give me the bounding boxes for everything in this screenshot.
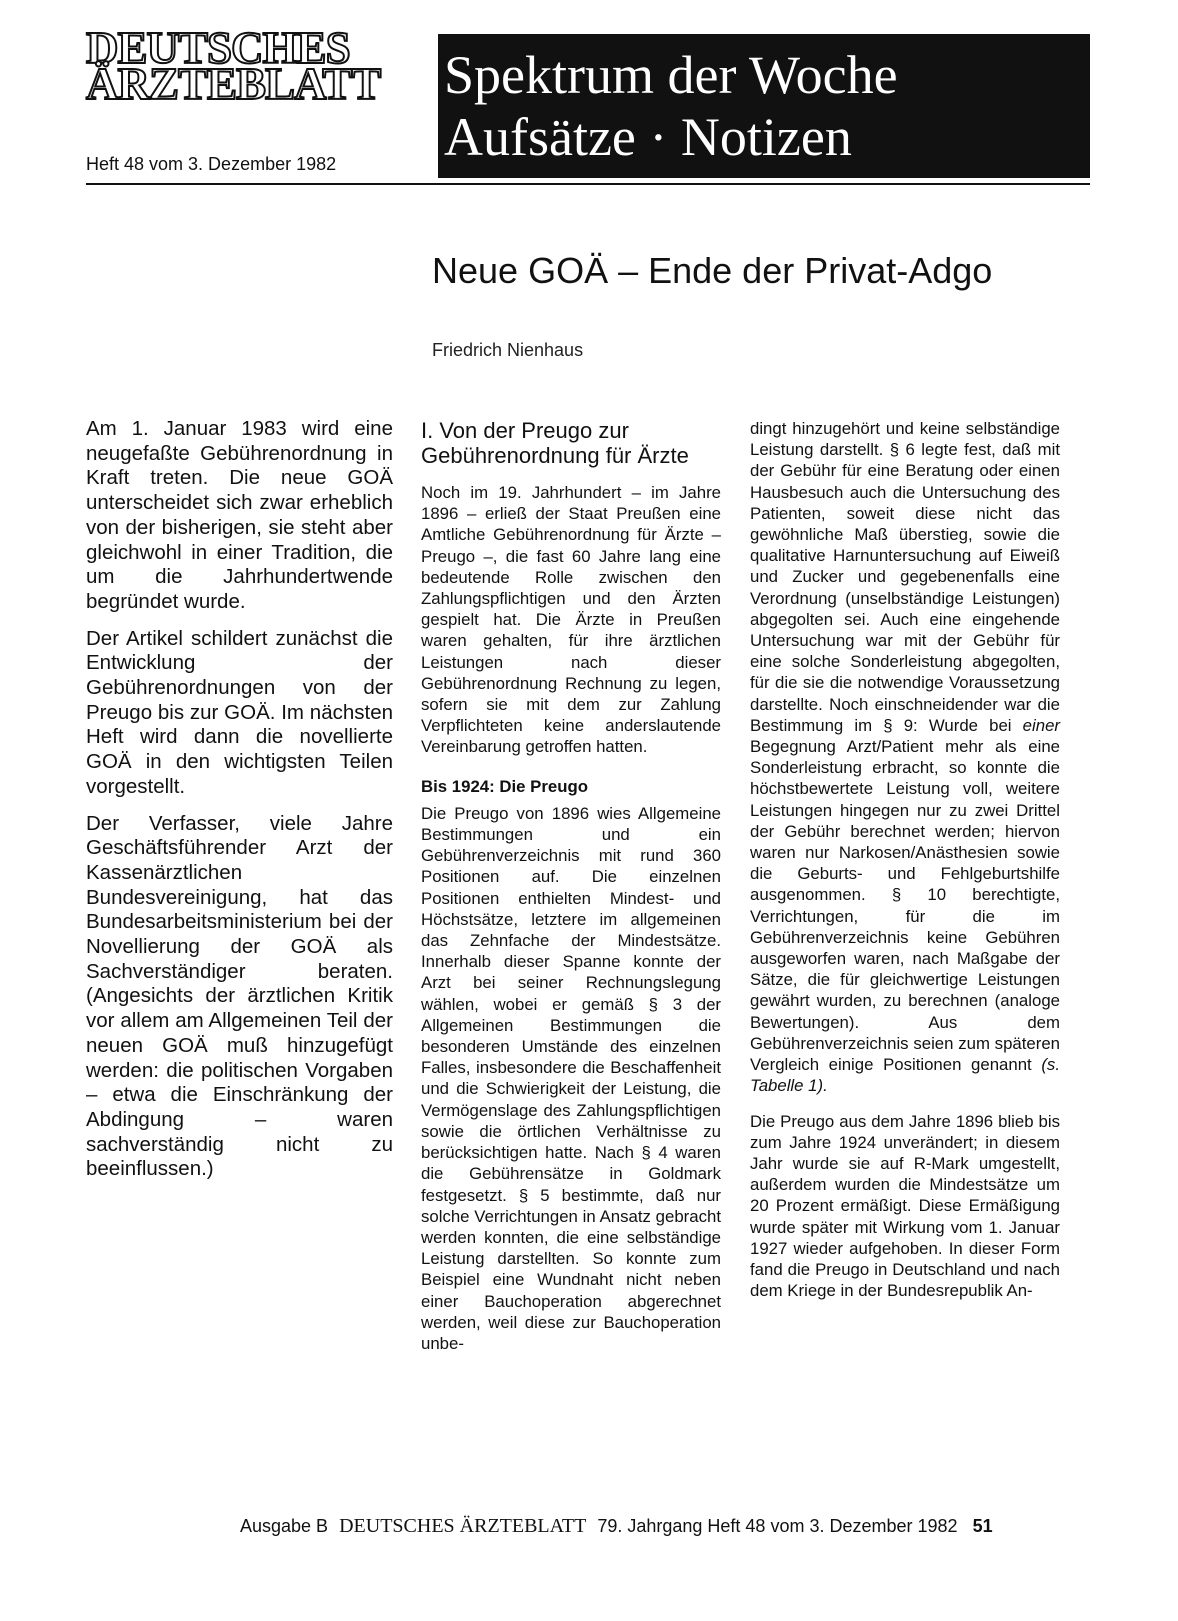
section-banner (438, 34, 1090, 178)
footer-edition: Ausgabe B (240, 1516, 329, 1536)
article-author: Friedrich Nienhaus (432, 340, 584, 360)
text-run: Begegnung Arzt/Patient mehr als eine Sonderleistung erbracht, so konnte die höchstbewertete Leistung voll, weitere Leistungen hingegen nur zu zwei Drittel der Gebühr berechnet werden; hiervon waren nur Narkosen/Anästhesien sowie die Geburts- und Fehlgeburtshilfe ausgenommen. § 10 berechtigte, Verrichtungen, für die im Gebührenverzeichnis keine Gebühren ausgeworfen waren, nach Maßgabe der Sätze, die für gleichwertige Leistungen gewährt wurden, zu berechnen (analoge Bewertungen). Aus dem Gebührenverzeichnis seien zum späteren Vergleich einige Positionen genannt (750, 737, 1060, 1075)
body-column-2 (421, 418, 721, 1368)
body-column-3 (750, 418, 1060, 1315)
article-title: Neue GOÄ – Ende der Privat-Adgo (432, 250, 993, 291)
text-run: dingt hinzugehört und keine selbständige Leistung darstellt. § 6 legte fest, daß mit der Gebühr für eine Beratung oder einen Hausbesuch auch die Untersuchung des Patienten, soweit diese nicht das gewöhnliche Maß überstieg, sowie die qualitative Harnuntersuchung auf Eiweiß und Zucker und gegebenenfalls eine Verordnung (unselbständige Leistungen) abgegolten sei. Auch eine eingehende Untersuchung war mit der Gebühr für eine solche Sonderleistung abgegolten, für die sie die notwendige Voraussetzung darstellte. Noch einschneidender war die Bestimmung im § 9: Wurde bei (750, 419, 1060, 735)
intro-paragraph: Der Verfasser, viele Jahre Geschäftsführender Arzt der Kassenärztlichen Bundesvereinigung, hat das Bundesarbeitsministerium bei der Novellierung der GOÄ als Sachverständiger beraten. (Angesichts der ärztlichen Kritik vor allem am Allgemeinen Teil der neuen GOÄ muß hinzugefügt werden: die politischen Vorgaben – etwa die Einschränkung der Abdingung – waren sachverständig nicht zu beeinflussen.) (86, 811, 393, 1181)
intro-paragraph: Der Artikel schildert zunächst die Entwicklung der Gebührenordnungen von der Preugo bis zur GOÄ. Im nächsten Heft wird dann die novellierte GOÄ in den wichtigsten Teilen vorgestellt. (86, 626, 393, 798)
footer-brand: DEUTSCHES ÄRZTEBLATT (339, 1515, 587, 1537)
emphasis: einer (1022, 715, 1060, 735)
article-intro (86, 417, 393, 1194)
logo-line-2: ÄRZTEBLATT (86, 59, 381, 109)
table-reference: (s. Tabelle 1). (750, 1055, 1060, 1096)
body-paragraph: Die Preugo von 1896 wies Allgemeine Bestimmungen und ein Gebührenverzeichnis mit rund 360 Positionen auf. Die einzelnen Positionen enthielten Mindest- und Höchstsätze, letztere im allgemeinen das Zehnfache der Mindestsätze. Innerhalb dieser Spanne konnte der Arzt bei seiner Rechnungslegung wählen, wobei er gemäß § 3 der Allgemeinen Bestimmungen die besonderen Umstände des einzelnen Falles, insbesondere die Beschaffenheit und die Schwierigkeit der Leistung, die Vermögenslage des Zahlungspflichtigen sowie die örtlichen Verhältnisse zu berücksichtigen hatte. Nach § 4 waren die Gebührensätze in Goldmark festgesetzt. § 5 bestimmte, daß nur solche Verrichtungen in Ansatz gebracht werden konnten, die eine selbständige Leistung darstellten. So konnte zum Beispiel eine Wundnaht nicht neben einer Bauchoperation abgerechnet werden, weil diese zur Bauchoperation unbe- (421, 803, 721, 1353)
logo-line-1: DEUTSCHES (86, 23, 350, 73)
page-footer (240, 1515, 993, 1538)
body-paragraph (750, 418, 1060, 1097)
footer-issue: 79. Jahrgang Heft 48 vom 3. Dezember 1982 (597, 1516, 958, 1536)
journal-logo (86, 23, 408, 109)
banner-line-2: Aufsätze · Notizen (444, 107, 852, 167)
body-paragraph: Noch im 19. Jahrhundert – im Jahre 1896 – erließ der Staat Preußen eine Amtliche Gebührenordnung für Ärzte – Preugo –, die fast 60 Jahre lang eine bedeutende Rolle zwischen den Zahlungspflichtigen und den Ärzten gespielt hat. Die Ärzte in Preußen waren gehalten, für ihre ärztlichen Leistungen nach dieser Gebührenordnung Rechnung zu legen, sofern sie mit dem zur Zahlung Verpflichteten keine anderslautende Vereinbarung getroffen hatten. (421, 483, 721, 757)
header-rule (86, 183, 1090, 185)
body-paragraph: Die Preugo aus dem Jahre 1896 blieb bis zum Jahre 1924 unverändert; in diesem Jahr wurde sie auf R-Mark umgestellt, außerdem wurden die Mindestsätze um 20 Prozent ermäßigt. Diese Ermäßigung wurde später mit Wirkung vom 1. Januar 1927 wieder aufgehoben. In dieser Form fand die Preugo in Deutschland und nach dem Kriege in der Bundesrepublik An- (750, 1111, 1060, 1301)
issue-date: Heft 48 vom 3. Dezember 1982 (86, 154, 337, 174)
page-number: 51 (972, 1516, 993, 1536)
subheading: Bis 1924: Die Preugo (421, 776, 588, 796)
intro-paragraph: Am 1. Januar 1983 wird eine neugefaßte Gebührenordnung in Kraft treten. Die neue GOÄ unterscheidet sich zwar erheblich von der bisherigen, sie steht aber gleichwohl in einer Tradition, die um die Jahrhundertwende begründet wurde. (86, 417, 393, 613)
section-heading: I. Von der Preugo zur Gebührenordnung für Ärzte (421, 418, 689, 468)
banner-line-1: Spektrum der Woche (444, 45, 898, 105)
